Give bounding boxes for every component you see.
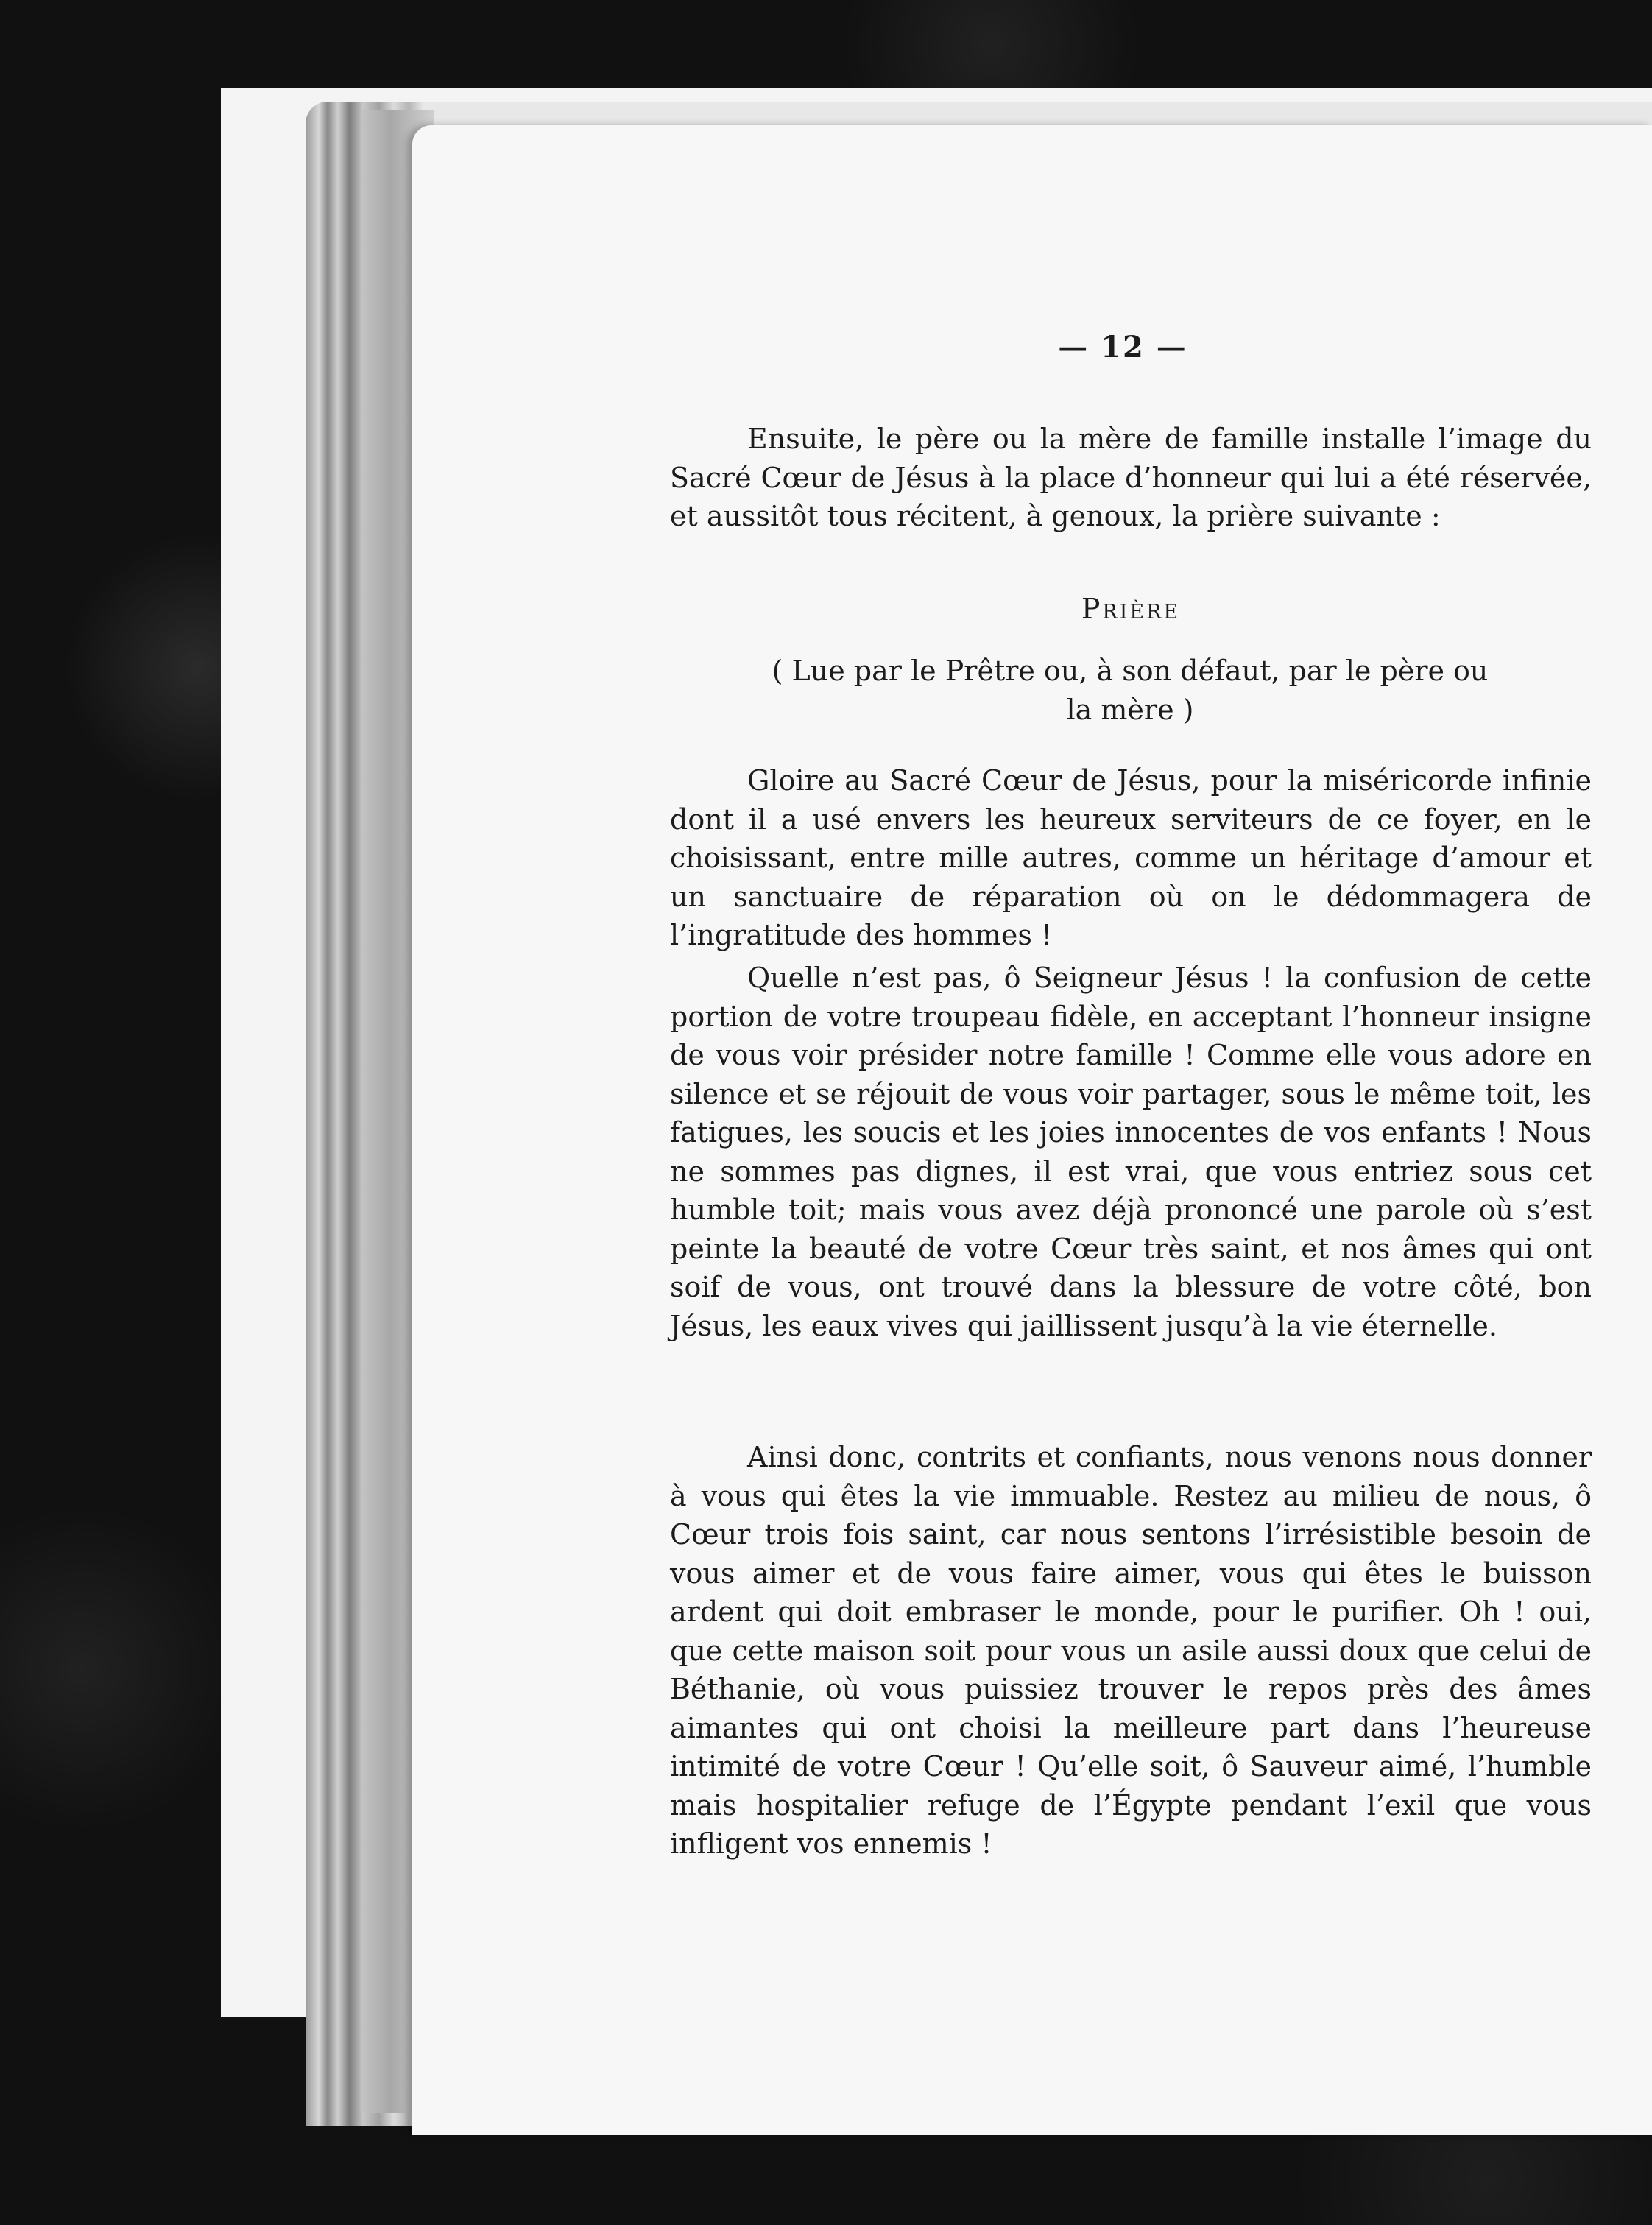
prayer-paragraph-1: Gloire au Sacré Cœur de Jésus, pour la miséricorde infinie dont il a usé envers les heureux serviteurs de ce foyer, en le choisissant, entre mille autres, comme un héritage d’amour et un sanctuaire de réparation où on le dédommagera de l’ingratitude des hommes ! [670,764,1592,951]
prayer-heading: Prière [1081,593,1181,625]
intro-paragraph: Ensuite, le père ou la mère de famille installe l’image du Sacré Cœur de Jésus à la place d’honneur qui lui a été réservée, et aussitôt tous récitent, à genoux, la prière suivante : [670,423,1592,532]
prayer-paragraph-3: Ainsi donc, contrits et confiants, nous venons nous donner à vous qui êtes la vie immuable. Restez au milieu de nous, ô Cœur trois fois saint, car nous sentons l’irrésistible besoin de vous aimer et de vous faire aimer, vous qui êtes le buisson ardent qui doit embraser le monde, pour le purifier. Oh ! oui, que cette maison soit pour vous un asile aussi doux que celui de Béthanie, où vous puissiez trouver le repos près des âmes aimantes qui ont choisi la meilleure part dans l’heureuse intimité de votre Cœur ! Qu’elle soit, ô Sauveur aimé, l’humble mais hospitalier refuge de l’Égypte pendant l’exil que vous infligent vos ennemis ! [670,1441,1592,1860]
prayer-paragraph-2: Quelle n’est pas, ô Seigneur Jésus ! la confusion de cette portion de votre troupeau fidèle, en acceptant l’honneur insigne de vous voir présider notre famille ! Comme elle vous adore en silence et se réjouit de vous voir partager, sous le même toit, les fatigues, les soucis et les joies innocentes de vos enfants ! Nous ne sommes pas dignes, il est vrai, que vous entriez sous cet humble toit; mais vous avez déjà prononcé une parole où s’est peinte la beauté de votre Cœur très saint, et nos âmes qui ont soif de vous, ont trouvé dans la blessure de votre côté, bon Jésus, les eaux vives qui jaillissent jusqu’à la vie éternelle. [670,962,1592,1342]
prayer-subheading: ( Lue par le Prêtre ou, à son défaut, par le père ou la mère ) [772,655,1489,726]
page-number: — 12 — [1058,330,1187,364]
